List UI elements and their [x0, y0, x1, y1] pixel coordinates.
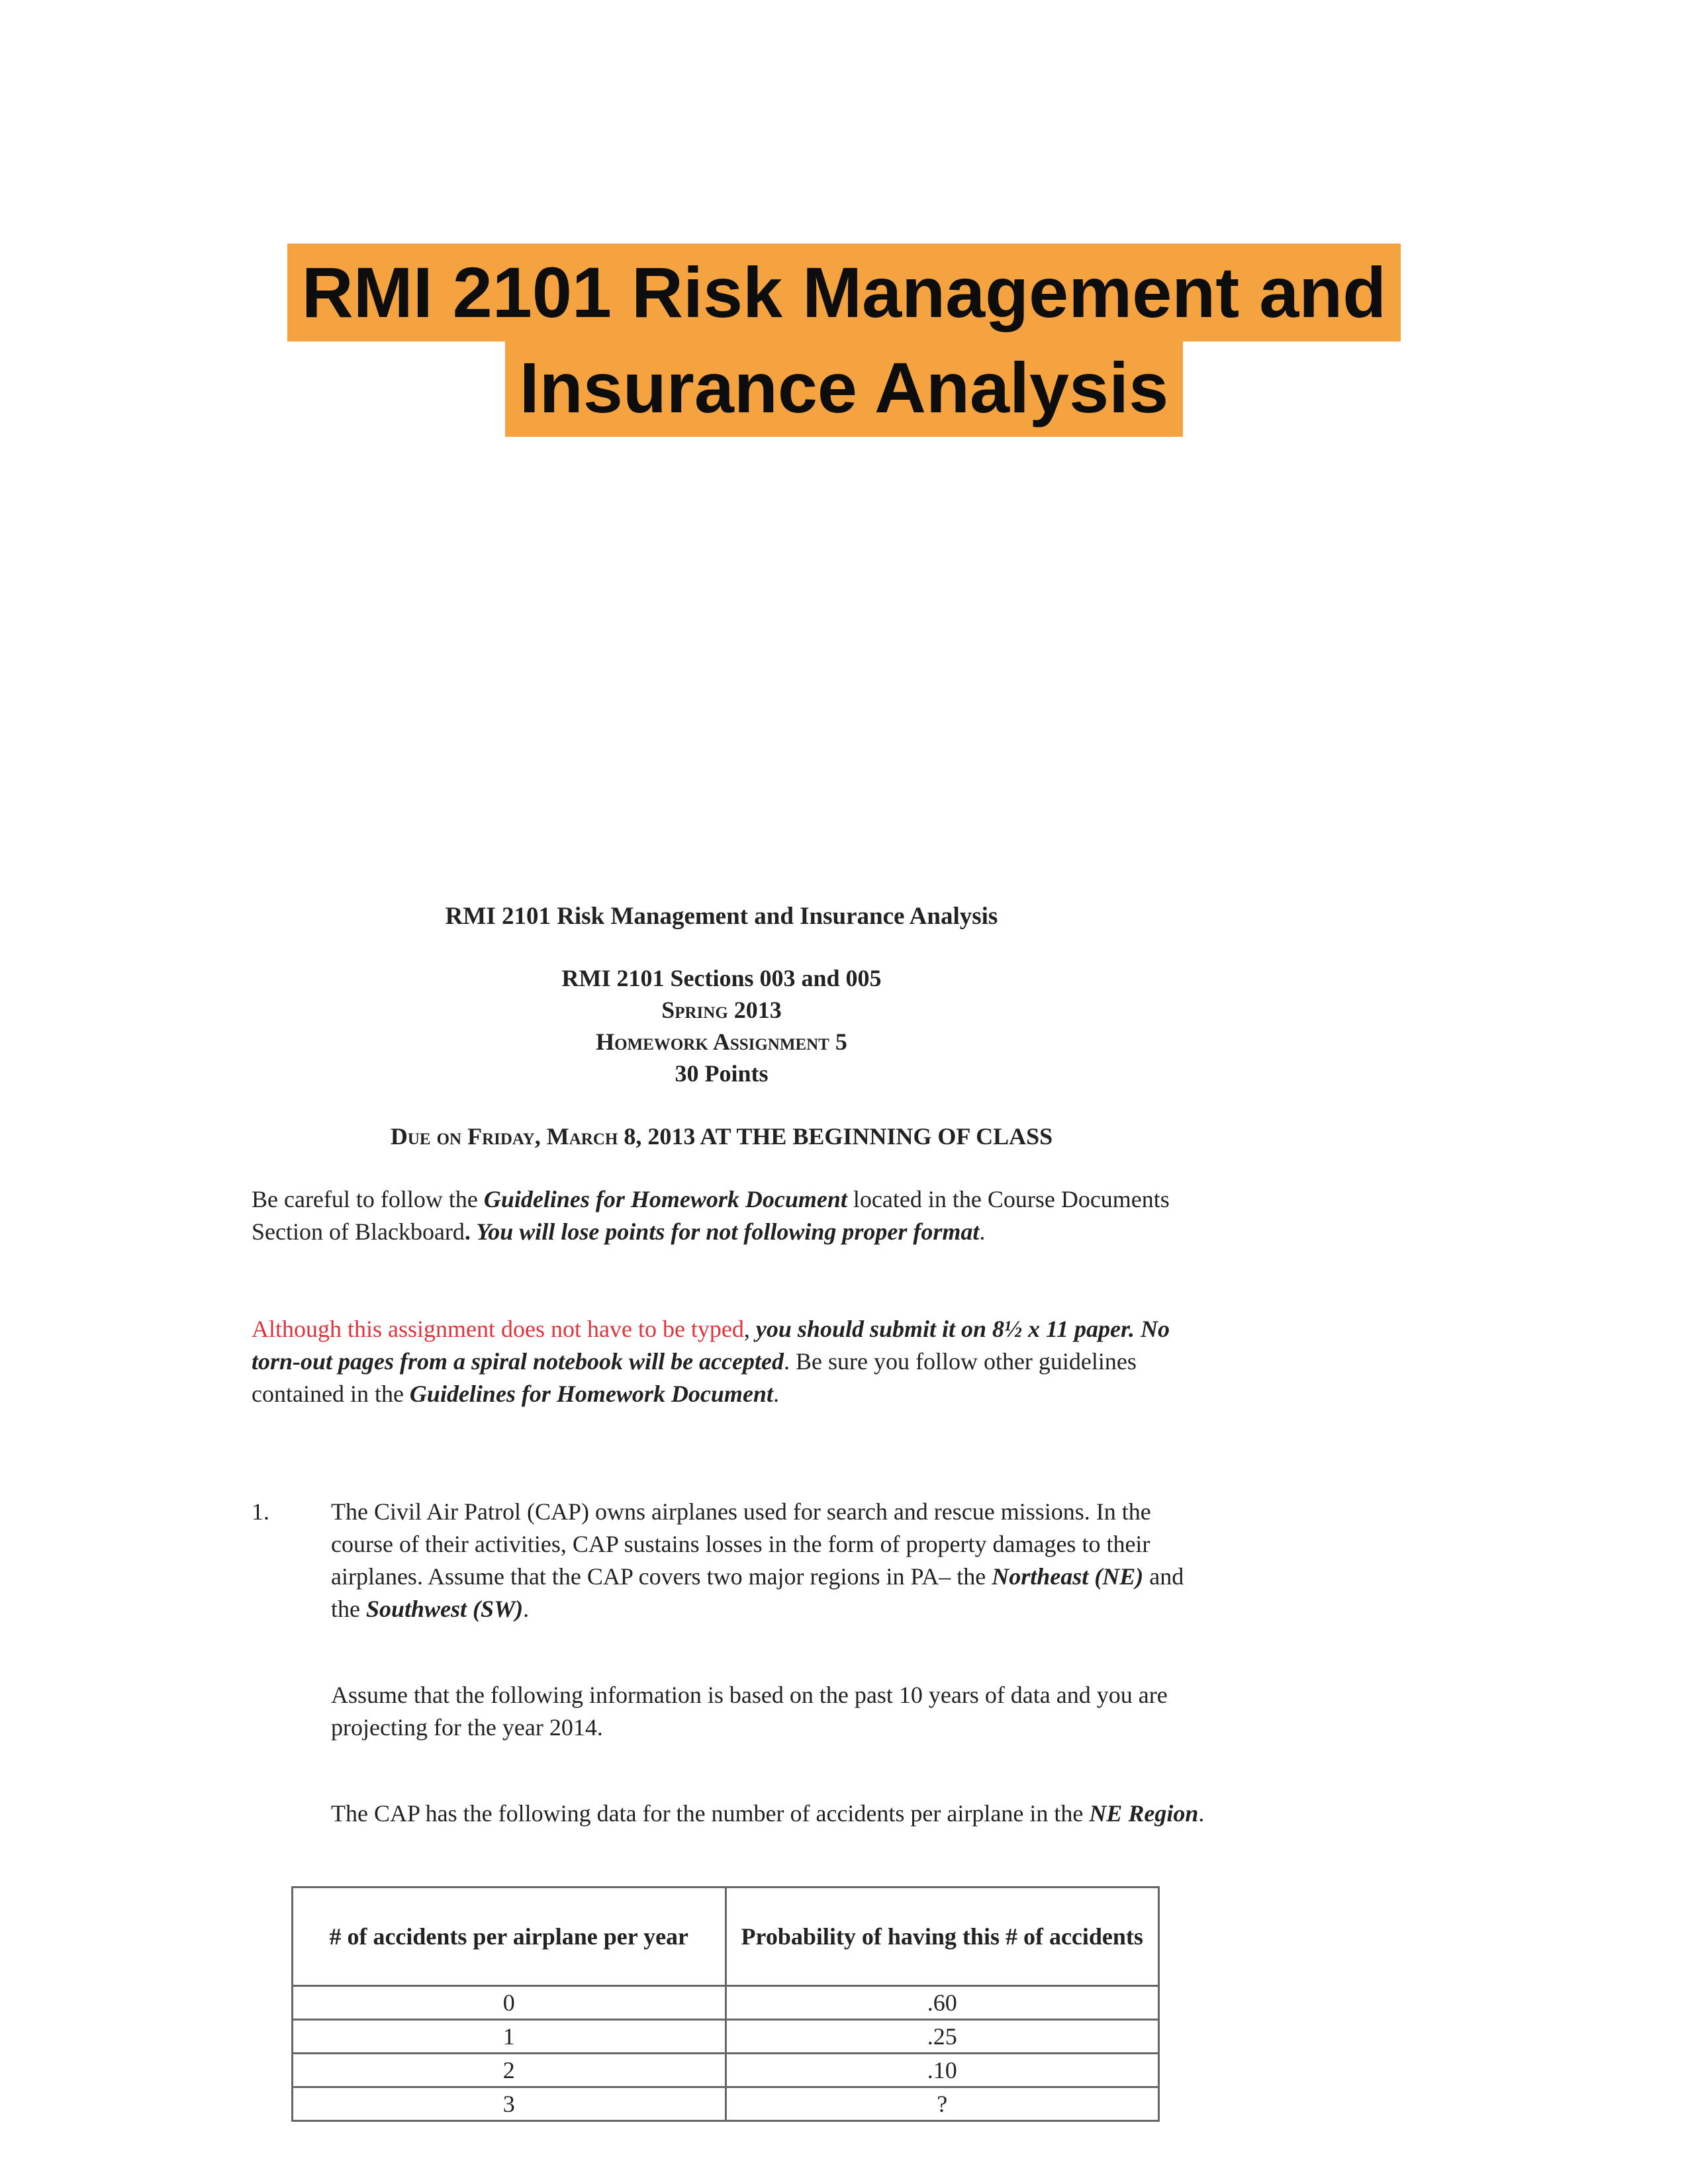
- question-paragraph: Assume that the following information is based on the past 10 years of data and you are projecting for the year 2014.: [331, 1682, 1168, 1741]
- region-ne: Northeast (NE): [992, 1563, 1144, 1590]
- table-cell: .60: [726, 1986, 1159, 2020]
- region-sw: Southwest (SW): [365, 1596, 524, 1622]
- term: Spring 2013: [661, 997, 782, 1023]
- table-row: [293, 1986, 1159, 2020]
- table-cell: .10: [726, 2054, 1159, 2087]
- text: .: [979, 1218, 986, 1245]
- format-instructions: [252, 1183, 1205, 1248]
- question-paragraph: [331, 1797, 1205, 1830]
- notebook-warning: No torn-out pages from a spiral notebook will be accepted: [252, 1316, 1170, 1375]
- table-cell: .25: [726, 2020, 1159, 2054]
- course-sections: RMI 2101 Sections 003 and 005: [561, 965, 882, 991]
- guidelines-reference: Guidelines for Homework Document: [483, 1186, 847, 1212]
- table-row: [293, 2087, 1159, 2121]
- text: The Civil Air Patrol (CAP) owns airplanes used for search and rescue missions. In the course of their activities, CAP sustains losses in the form of property damages to their airplanes. Assume that the CAP covers two major regions in PA– the: [331, 1498, 1151, 1590]
- submission-instructions: [252, 1313, 1205, 1410]
- table-row: [293, 2054, 1159, 2087]
- title-banner: [0, 244, 1688, 437]
- text: [1135, 1316, 1141, 1342]
- points: 30 Points: [675, 1060, 769, 1087]
- document-title: RMI 2101 Risk Management and Insurance Analysis: [445, 903, 998, 930]
- question-paragraph: [331, 1496, 1205, 1625]
- question-body: [331, 1496, 1205, 1884]
- text: The CAP has the following data for the number of accidents per airplane in the: [331, 1800, 1090, 1827]
- scanned-document: [252, 900, 1205, 2171]
- text: Be careful to follow the: [252, 1186, 484, 1212]
- banner-title-line-1: RMI 2101 Risk Management and: [287, 244, 1401, 341]
- table-cell: 2: [293, 2054, 726, 2087]
- accidents-probability-table: [291, 1886, 1160, 2122]
- due-date: Due on Friday, March 8, 2013 AT THE BEGINNING OF CLASS: [390, 1123, 1053, 1150]
- table-cell: 3: [293, 2087, 726, 2121]
- text: ,: [743, 1316, 756, 1342]
- table-cell: 1: [293, 2020, 726, 2054]
- column-header: Probability of having this # of accidents: [726, 1888, 1159, 1986]
- warning-text: You will lose points for not following proper format: [470, 1218, 980, 1245]
- question-number: 1.: [252, 1498, 269, 1525]
- paper-requirement: you should submit it on 8½ x 11 paper.: [755, 1316, 1135, 1342]
- text: located in the Course Documents Section of Blackboard: [252, 1186, 1170, 1245]
- region-ne: NE Region: [1089, 1800, 1199, 1827]
- column-header: # of accidents per airplane per year: [293, 1888, 726, 1986]
- assignment-name: Homework Assignment 5: [596, 1028, 847, 1055]
- banner-title-line-2: Insurance Analysis: [505, 339, 1183, 437]
- text: .: [464, 1218, 471, 1245]
- highlighted-text: Although this assignment does not have to be typed: [252, 1316, 744, 1342]
- table-cell: ?: [726, 2087, 1159, 2121]
- table-header-row: [293, 1888, 1159, 1986]
- table-row: [293, 2020, 1159, 2054]
- assignment-header: [252, 962, 1192, 1089]
- text: .: [773, 1381, 779, 1407]
- accidents-table-wrapper: [291, 1886, 1160, 2122]
- guidelines-reference: Guidelines for Homework Document: [409, 1381, 773, 1407]
- text: . Be sure you follow other guidelines contained in the: [252, 1348, 1137, 1407]
- text: .: [523, 1596, 530, 1622]
- table-cell: 0: [293, 1986, 726, 2020]
- text: .: [1198, 1800, 1205, 1827]
- text: and the: [331, 1563, 1184, 1622]
